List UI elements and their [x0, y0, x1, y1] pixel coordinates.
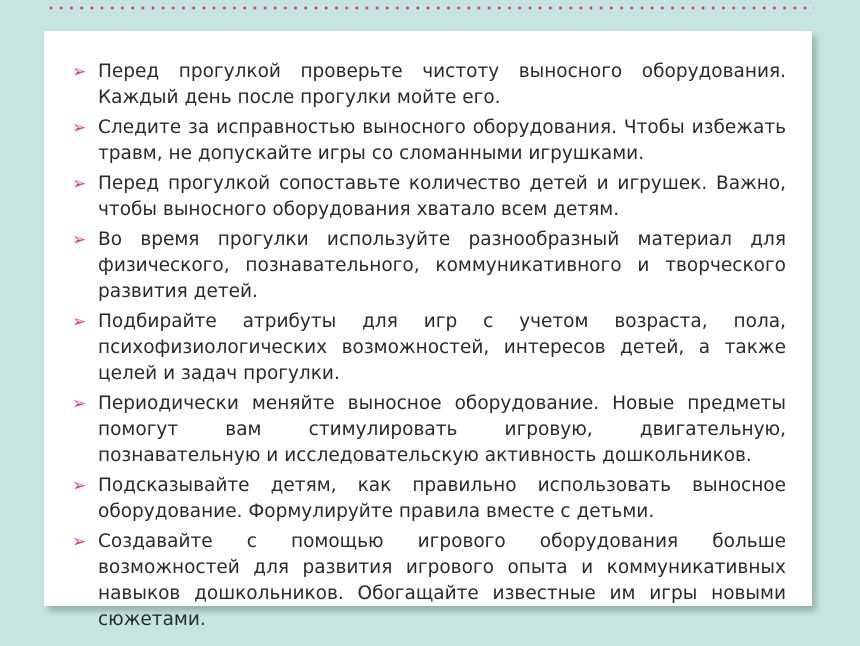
- list-item-text: Подбирайте атрибуты для игр с учетом возраста, пола, психофизиологических возможностей, интересов детей, а также целей и задач прогулки.: [98, 311, 786, 384]
- list-item-text: Следите за исправностью выносного оборудования. Чтобы избежать травм, не допускайте игры со сломанными игрушками.: [98, 117, 786, 164]
- list-item: [72, 171, 786, 223]
- list-item-text: Перед прогулкой сопоставьте количество детей и игрушек. Важно, чтобы выносного оборудования хватало всем детям.: [98, 173, 786, 220]
- arrowhead-bullet-icon: ➢: [72, 532, 87, 552]
- list-item: [72, 309, 786, 387]
- list-item: [72, 115, 786, 167]
- dotted-divider: [46, 6, 814, 10]
- list-item-text: Во время прогулки используйте разнообразный материал для физического, познавательного, коммуникативного и творческого развития детей.: [98, 229, 786, 302]
- tips-list: [72, 59, 786, 633]
- list-item: [72, 59, 786, 111]
- list-item: [72, 391, 786, 469]
- arrowhead-bullet-icon: ➢: [72, 62, 87, 82]
- list-item-text: Перед прогулкой проверьте чистоту выносного оборудования. Каждый день после прогулки мойте его.: [98, 61, 786, 108]
- list-item: [72, 227, 786, 305]
- arrowhead-bullet-icon: ➢: [72, 476, 87, 496]
- arrowhead-bullet-icon: ➢: [72, 394, 87, 414]
- list-item-text: Создавайте с помощью игрового оборудования больше возможностей для развития игрового опыта и коммуникативных навыков дошкольников. Обогащайте известные им игры новыми сюжетами.: [98, 531, 786, 630]
- arrowhead-bullet-icon: ➢: [72, 118, 87, 138]
- arrowhead-bullet-icon: ➢: [72, 230, 87, 250]
- list-item: [72, 529, 786, 633]
- list-item: [72, 473, 786, 525]
- tips-card: [44, 31, 812, 630]
- list-item-text: Подсказывайте детям, как правильно использовать выносное оборудование. Формулируйте правила вместе с детьми.: [98, 475, 786, 522]
- arrowhead-bullet-icon: ➢: [72, 174, 87, 194]
- list-item-text: Периодически меняйте выносное оборудование. Новые предметы помогут вам стимулировать игровую, двигательную, познавательную и исследовательскую активность дошкольников.: [98, 393, 786, 466]
- arrowhead-bullet-icon: ➢: [72, 312, 87, 332]
